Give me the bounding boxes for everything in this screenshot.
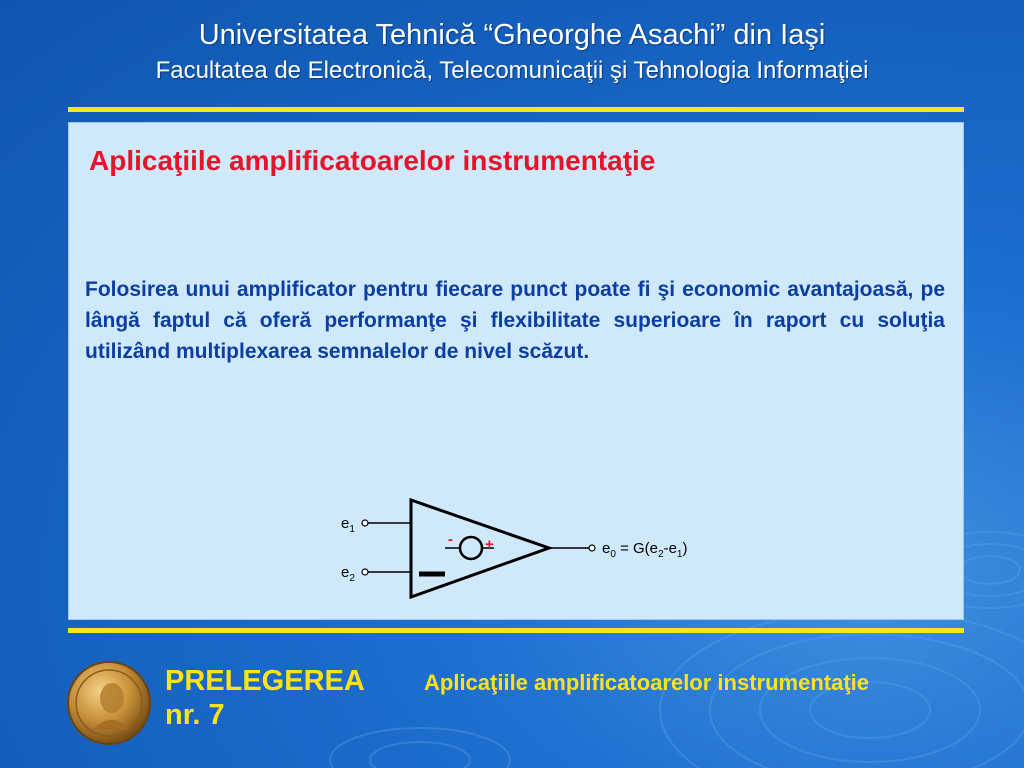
- lecture-number: nr. 7: [165, 699, 225, 731]
- lecture-label: [165, 664, 365, 732]
- top-divider: [68, 107, 964, 112]
- lecture-title: PRELEGEREA: [165, 665, 365, 697]
- output-label: $e_0 = G(e_2-e_1)$: [602, 540, 688, 560]
- output-terminal: [589, 545, 595, 551]
- slide-title: Aplicaţiile amplificatoarelor instrumentaţie: [89, 145, 656, 176]
- minus-sign: -: [448, 531, 453, 548]
- input1-terminal: [362, 520, 368, 526]
- plus-sign: +: [485, 536, 494, 553]
- slide-body: Folosirea unui amplificator pentru fiecare punct poate fi şi economic avantajoasă, pe lângă faptul că oferă performanţe şi flexibilitate superioare în raport cu soluţia utilizând multiplexarea semnalelor de nivel scăzut.: [85, 278, 945, 363]
- faculty-name: Facultatea de Electronică, Telecomunicaţii şi Tehnologia Informaţiei: [155, 57, 869, 84]
- header: [0, 18, 1024, 86]
- input2-label: $e_2$: [341, 564, 355, 584]
- input2-terminal: [362, 569, 368, 575]
- input1-label: $e_1$: [341, 515, 355, 535]
- op-amp-diagram: [337, 491, 807, 603]
- bottom-divider: [68, 628, 964, 633]
- footer-subtitle: Aplicaţiile amplificatoarelor instrumentaţie: [424, 670, 870, 695]
- source-icon: [460, 537, 482, 559]
- content-panel: [68, 122, 964, 620]
- university-name: Universitatea Tehnică “Gheorghe Asachi” din Iaşi: [198, 19, 826, 51]
- university-medal-icon: [66, 660, 152, 746]
